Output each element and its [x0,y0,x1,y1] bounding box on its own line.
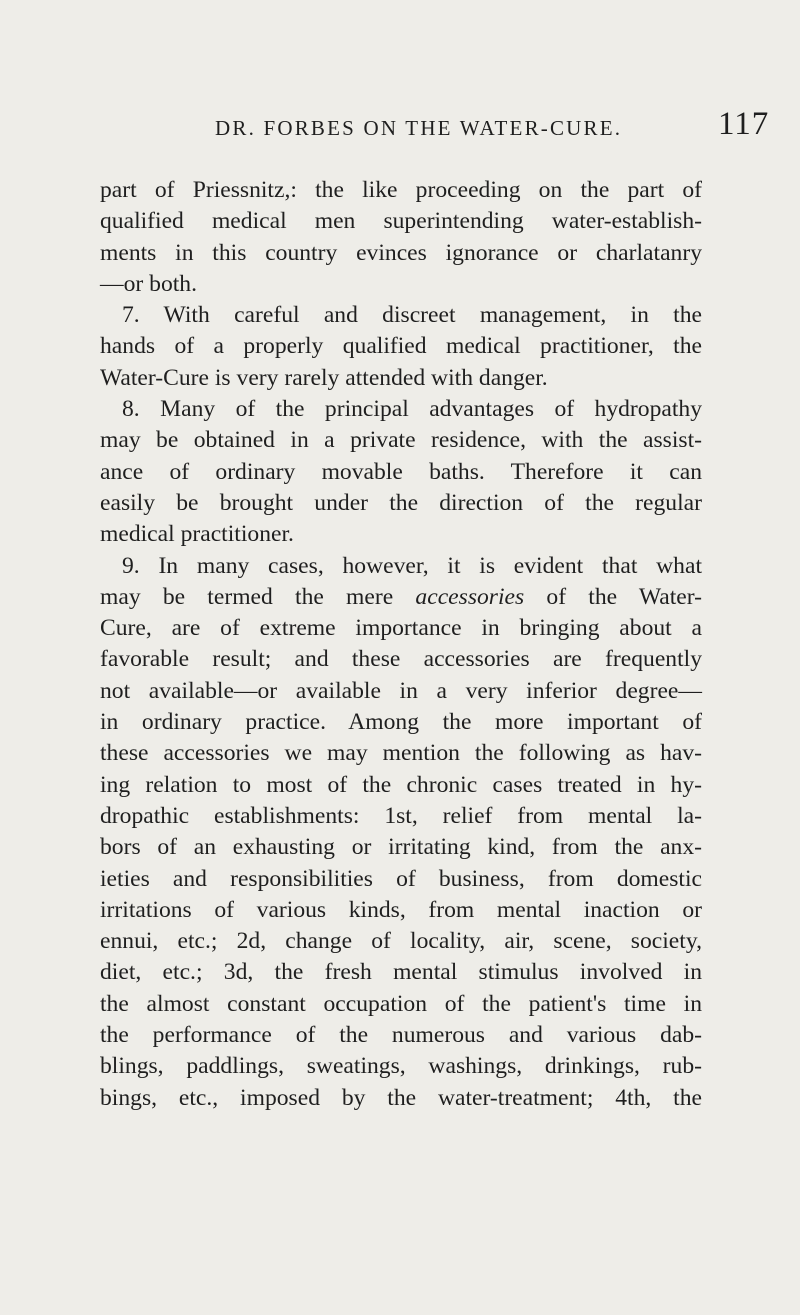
text-line: the almost constant occupation of the patient's time in [100,990,702,1017]
text-line: Water-Cure is very rarely attended with danger. [100,364,548,391]
text-line: ieties and responsibilities of business, from domestic [100,865,702,892]
text-line: bings, etc., imposed by the water-treatment; 4th, the [100,1084,702,1111]
text-line: bors of an exhausting or irritating kind, from the anx- [100,834,702,861]
text-line: not available—or available in a very inferior degree— [100,677,702,704]
text-line: Cure, are of extreme importance in bringing about a [100,615,702,642]
italic-term: accessories [415,583,525,610]
text-line: ance of ordinary movable baths. Therefore it can [100,458,702,485]
text-line: qualified medical men superintending water-establish- [100,208,702,235]
text-line: —or both. [100,270,197,297]
text-line: blings, paddlings, sweatings, washings, drinkings, rub- [100,1053,702,1080]
text-line: dropathic establishments: 1st, relief from mental la- [100,802,702,829]
running-head: DR. FORBES ON THE WATER-CURE. [215,116,623,140]
text-line: easily be brought under the direction of the regular [100,489,702,516]
paragraph-9-line: 9. In many cases, however, it is evident that what [122,552,702,579]
text-line: ments in this country evinces ignorance or charlatanry [100,239,702,266]
text-line: hands of a properly qualified medical practitioner, the [100,333,702,360]
text-line: ennui, etc.; 2d, change of locality, air, scene, society, [100,928,702,955]
text-line: diet, etc.; 3d, the fresh mental stimulus involved in [100,959,702,986]
paragraph-8-line: 8. Many of the principal advantages of hydropathy [122,396,702,423]
text-line: in ordinary practice. Among the more important of [100,709,702,736]
text-line-with-italic [100,582,702,613]
page-number: 117 [718,106,770,142]
text-line: irritations of various kinds, from mental inaction or [100,896,702,923]
text-line: these accessories we may mention the following as hav- [100,740,702,767]
text-line: ing relation to most of the chronic cases treated in hy- [100,771,702,798]
text-segment: may be termed the mere [100,583,416,610]
page-header [0,106,800,146]
text-line: may be obtained in a private residence, with the assist- [100,427,702,454]
text-line: the performance of the numerous and various dab- [100,1022,702,1049]
text-line: favorable result; and these accessories are frequently [100,646,702,673]
body-text [100,175,702,1114]
text-segment: of the Water- [524,583,702,610]
text-line: part of Priessnitz,: the like proceeding on the part of [100,177,702,203]
paragraph-7-line: 7. With careful and discreet management, in the [122,302,702,329]
text-line: medical practitioner. [100,521,294,548]
